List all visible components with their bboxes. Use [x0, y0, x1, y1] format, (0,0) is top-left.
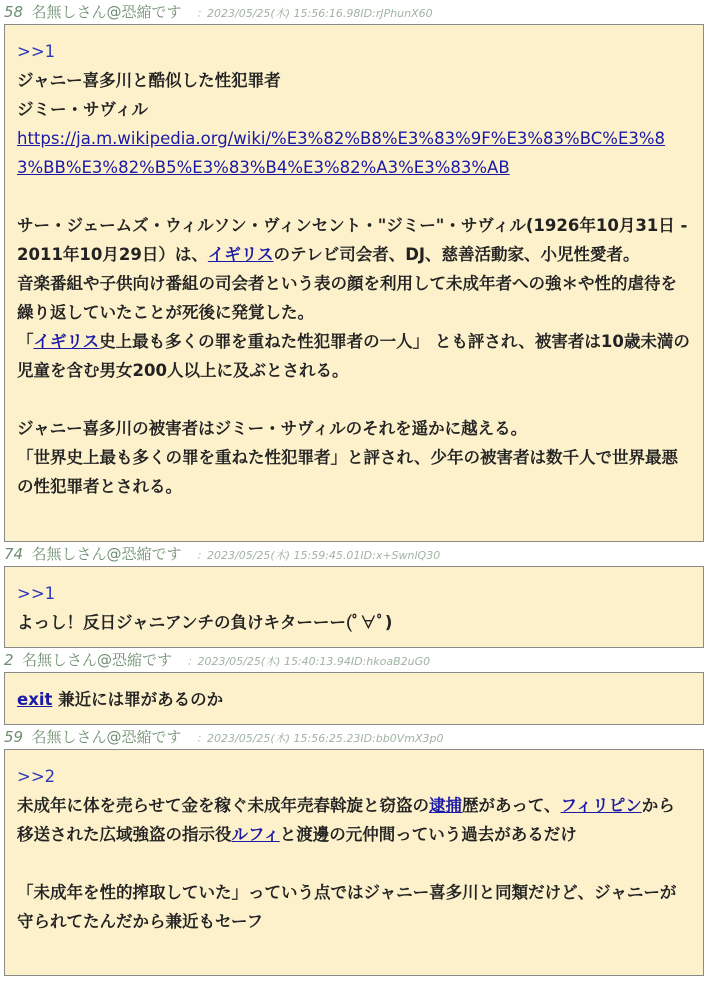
poster-name: 名無しさん@恐縮です	[31, 545, 182, 563]
body-line: ジミー・サヴィル	[17, 100, 149, 119]
body-paragraph: ジャニー喜多川の被害者はジミー・サヴィルのそれを遥かに越える。	[17, 419, 528, 438]
post-meta: ：2023/05/25(木) 15:56:25.23ID:bb0VmX3p0	[196, 732, 444, 745]
post-number[interactable]: 59	[4, 728, 24, 746]
post-meta: ：2023/05/25(木) 15:56:16.98ID:rJPhunX60	[196, 7, 433, 20]
post-meta: ：2023/05/25(木) 15:40:13.94ID:hkoaB2uG0	[186, 655, 431, 668]
wikipedia-link[interactable]: https://ja.m.wikipedia.org/wiki/%E3%82%B8%E3%83%9F%E3%83%BC%E3%83%BB%E3%82%B5%E3%83%B4%E3%82%A3%E3%83%AB	[17, 129, 666, 177]
reply-anchor[interactable]: >>1	[17, 42, 56, 61]
igirisu-link[interactable]: イギリス	[33, 332, 100, 351]
igirisu-link[interactable]: イギリス	[207, 245, 274, 264]
philippines-link[interactable]: フィリピン	[560, 796, 642, 815]
poster-name: 名無しさん@恐縮です	[22, 651, 173, 669]
body-paragraph: サー・ジェームズ・ウィルソン・ヴィンセント・"ジミー"・サヴィル(1926年10月31日 - 2011年10月29日）は、イギリスのテレビ司会者、DJ、慈善活動家、小児性愛者。	[17, 216, 688, 264]
poster-name: 名無しさん@恐縮です	[31, 3, 182, 21]
body-paragraph: 「未成年を性的搾取していた」っていう点ではジャニー喜多川と同類だけど、ジャニーが守られてたんだから兼近もセーフ	[17, 883, 677, 931]
post-body	[4, 749, 704, 976]
reply-anchor[interactable]: >>2	[17, 767, 56, 786]
post-header	[0, 0, 708, 24]
post-59	[0, 725, 708, 976]
post-number[interactable]: 74	[4, 545, 24, 563]
reply-anchor[interactable]: >>1	[17, 584, 56, 603]
post-number[interactable]: 58	[4, 3, 24, 21]
post-body	[4, 672, 704, 725]
exit-link[interactable]: exit	[17, 690, 53, 709]
post-body	[4, 566, 704, 648]
taiho-link[interactable]: 逮捕	[429, 796, 463, 815]
post-header	[0, 725, 708, 749]
body-paragraph: 音楽番組や子供向け番組の司会者という表の顔を利用して未成年者への強＊や性的虐待を繰り返していたことが死後に発覚した。	[17, 274, 677, 322]
body-paragraph: 「世界史上最も多くの罪を重ねた性犯罪者」と評され、少年の被害者は数千人で世界最悪の性犯罪者とされる。	[17, 448, 678, 496]
post-number[interactable]: 2	[4, 651, 14, 669]
body-line: ジャニー喜多川と酷似した性犯罪者	[17, 71, 281, 90]
post-2	[0, 648, 708, 725]
luffy-link[interactable]: ルフィ	[231, 825, 280, 844]
post-74	[0, 542, 708, 648]
post-header	[0, 648, 708, 672]
body-paragraph: 未成年に体を売らせて金を稼ぐ未成年売春斡旋と窃盗の逮捕歴があって、フィリピンから移送された広域強盗の指示役ルフィと渡邊の元仲間っていう過去があるだけ	[17, 796, 675, 844]
body-paragraph: 「イギリス史上最も多くの罪を重ねた性犯罪者の一人」 とも評され、被害者は10歳未満の児童を含む男女200人以上に及ぶとされる。	[17, 332, 690, 380]
post-header	[0, 542, 708, 566]
post-body	[4, 24, 704, 542]
post-meta: ：2023/05/25(木) 15:59:45.01ID:x+SwnlQ30	[196, 549, 441, 562]
body-line: exit 兼近には罪があるのか	[17, 690, 224, 709]
poster-name: 名無しさん@恐縮です	[31, 728, 182, 746]
body-line: よっし！反日ジャニアンチの負けキターーー(ﾟ∀ﾟ)	[17, 613, 393, 632]
